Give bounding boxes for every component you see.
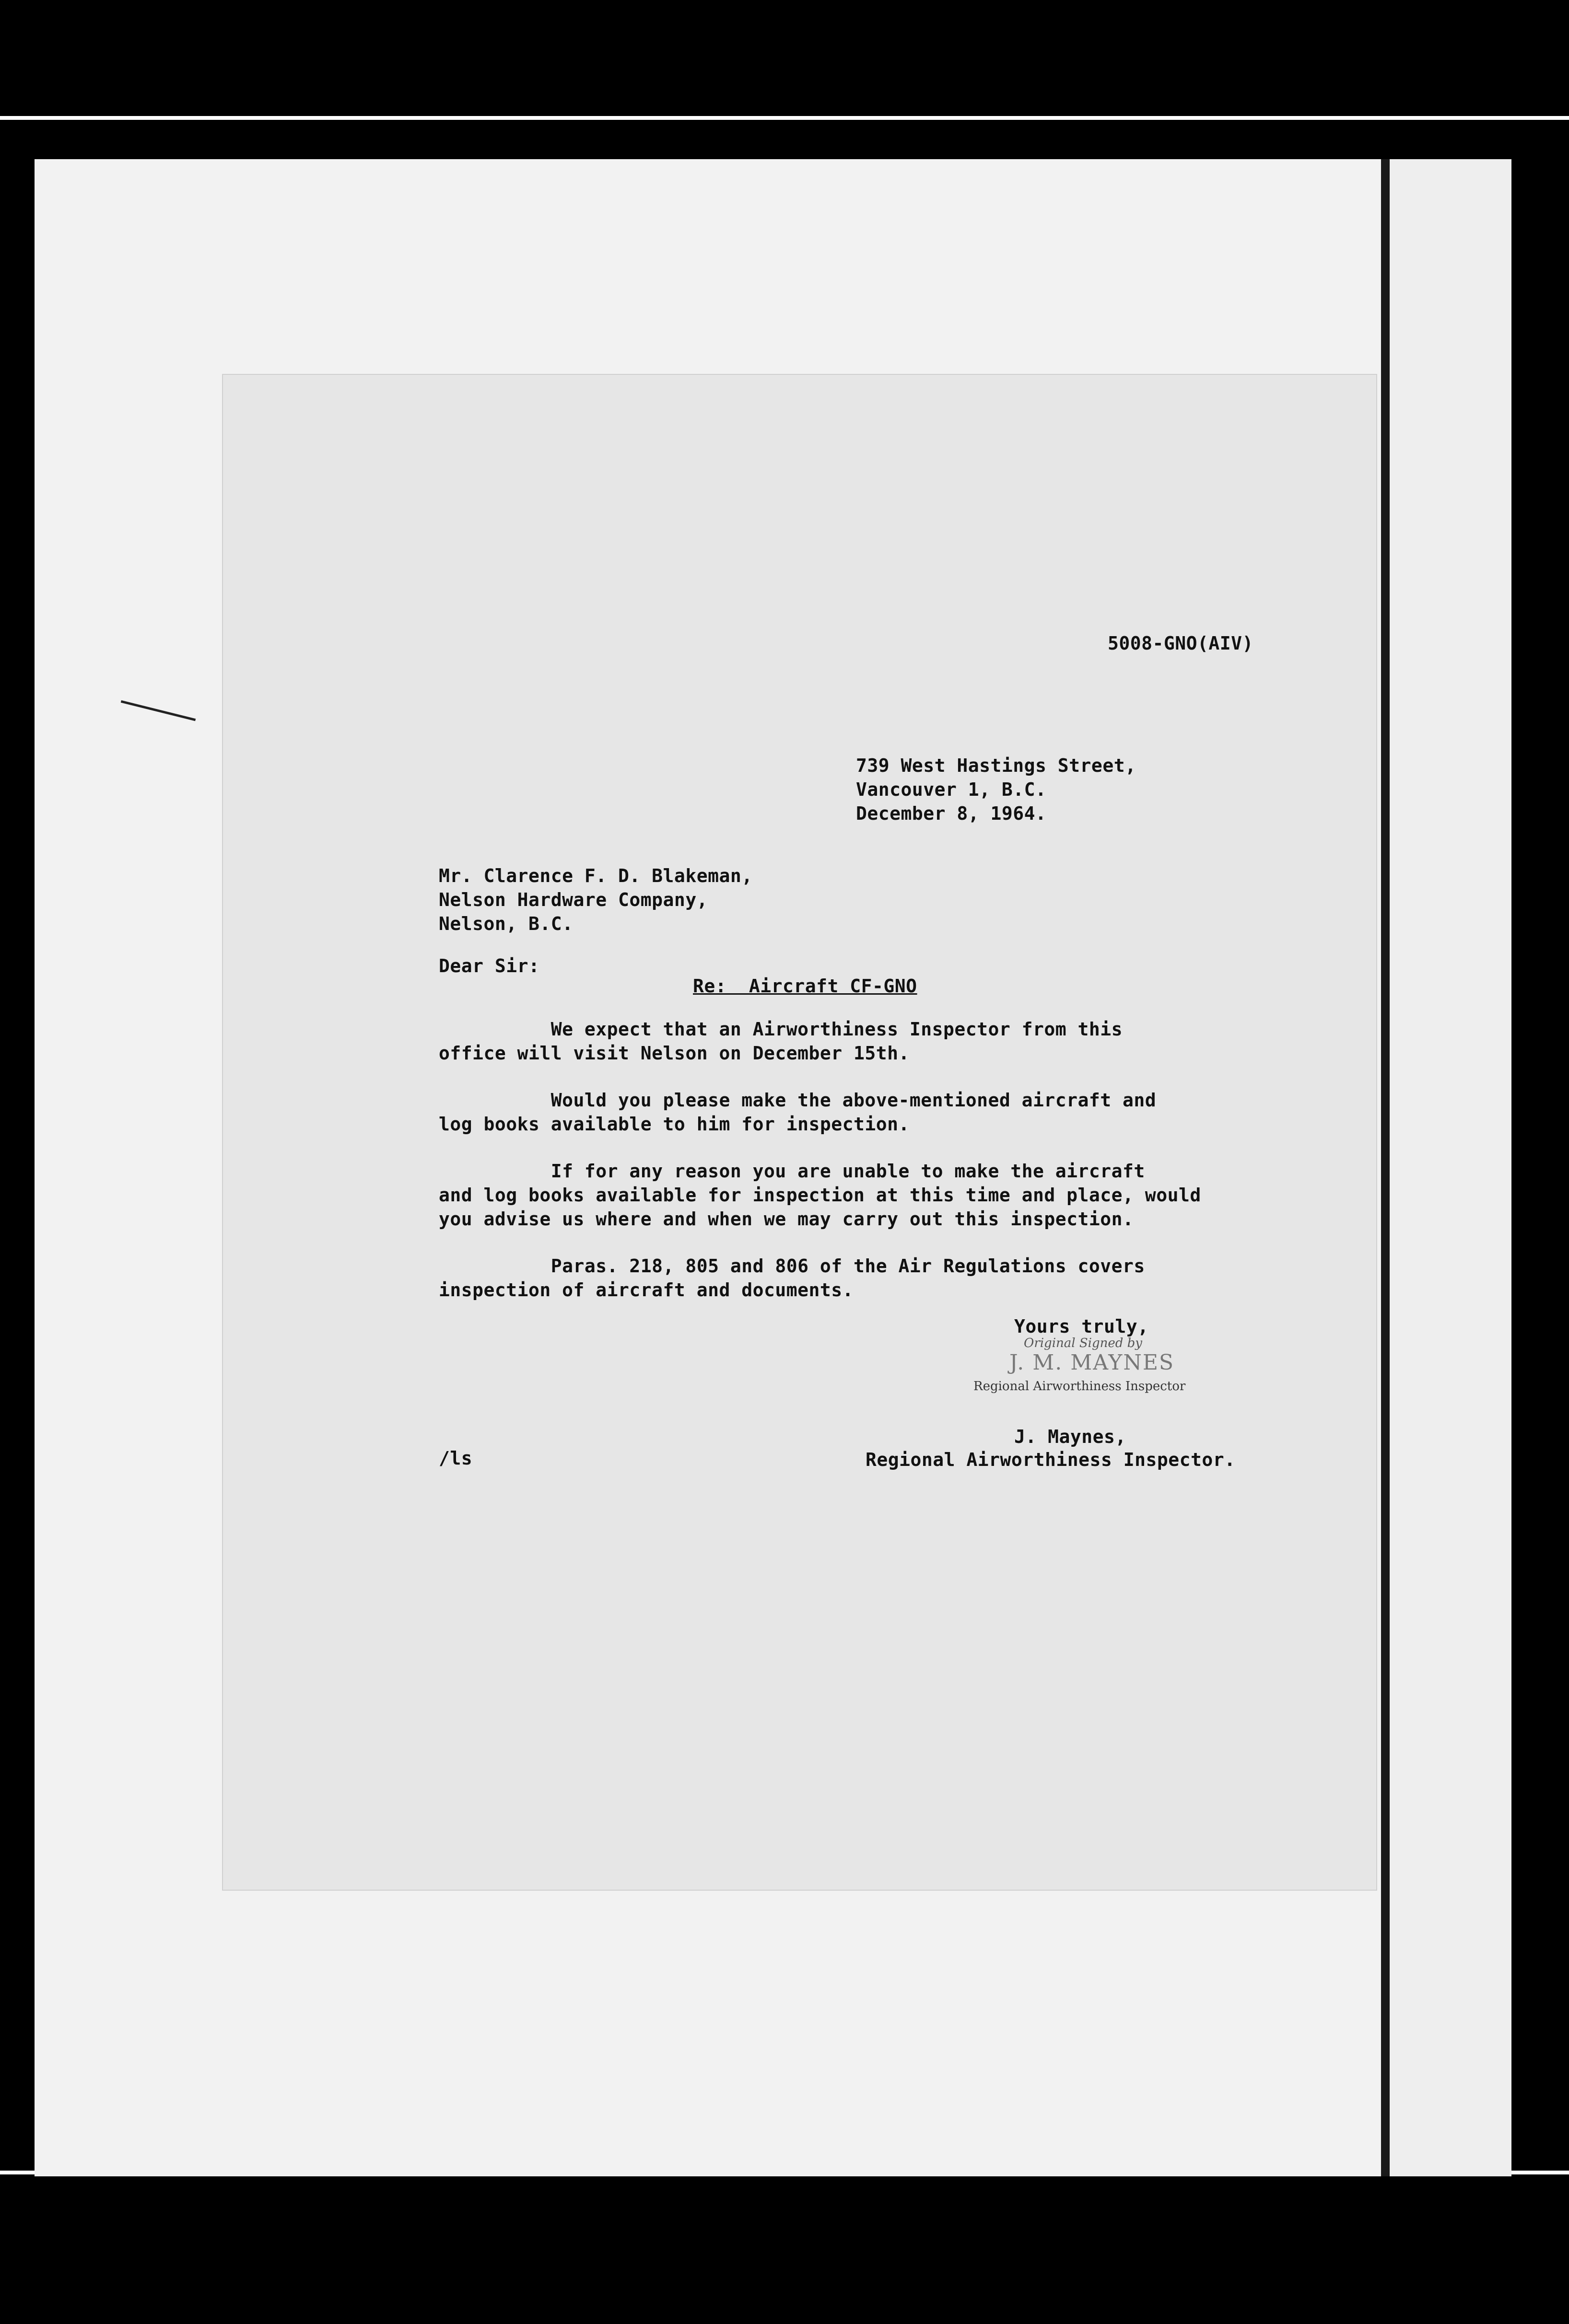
complimentary-close: Yours truly, <box>1014 1316 1149 1337</box>
sender-address-line-2: Vancouver 1, B.C. <box>856 779 1047 800</box>
adjacent-page-strip <box>1387 159 1511 2176</box>
recipient-line-1: Mr. Clarence F. D. Blakeman, <box>439 865 753 886</box>
paragraph-3-line-3: you advise us where and when we may carry out this inspection. <box>439 1208 1134 1230</box>
binding-fold-line <box>1381 159 1390 2176</box>
paragraph-4-line-2: inspection of aircraft and documents. <box>439 1279 854 1301</box>
paragraph-3-line-2: and log books available for inspection at this time and place, would <box>439 1185 1201 1206</box>
subject-line: Re: Aircraft CF-GNO <box>693 976 917 997</box>
recipient-line-3: Nelson, B.C. <box>439 913 574 934</box>
paragraph-3-line-1: If for any reason you are unable to make the aircraft <box>439 1161 1145 1182</box>
recipient-line-2: Nelson Hardware Company, <box>439 889 708 910</box>
salutation: Dear Sir: <box>439 955 540 976</box>
paragraph-1-line-1: We expect that an Airworthiness Inspector from this <box>439 1019 1123 1040</box>
signatory-title: Regional Airworthiness Inspector. <box>866 1449 1236 1470</box>
letter-date: December 8, 1964. <box>856 803 1047 824</box>
file-reference: 5008-GNO(AIV) <box>1108 633 1253 654</box>
signature-stamp-line-1: Original Signed by <box>1024 1336 1142 1350</box>
top-border-line <box>0 116 1569 120</box>
paragraph-4-line-1: Paras. 218, 805 and 806 of the Air Regulations covers <box>439 1255 1145 1277</box>
typist-initials: /ls <box>439 1448 473 1469</box>
paragraph-2-line-2: log books available to him for inspection. <box>439 1114 910 1135</box>
typed-letter-page <box>223 375 1376 1890</box>
paragraph-1-line-2: office will visit Nelson on December 15th. <box>439 1043 910 1064</box>
signature-stamp-name: J. M. MAYNES <box>1009 1350 1175 1375</box>
signatory-name: J. Maynes, <box>1014 1426 1126 1447</box>
sender-address-line-1: 739 West Hastings Street, <box>856 755 1136 776</box>
signature-stamp-title: Regional Airworthiness Inspector <box>973 1379 1186 1394</box>
paragraph-2-line-1: Would you please make the above-mentioned aircraft and <box>439 1090 1157 1111</box>
